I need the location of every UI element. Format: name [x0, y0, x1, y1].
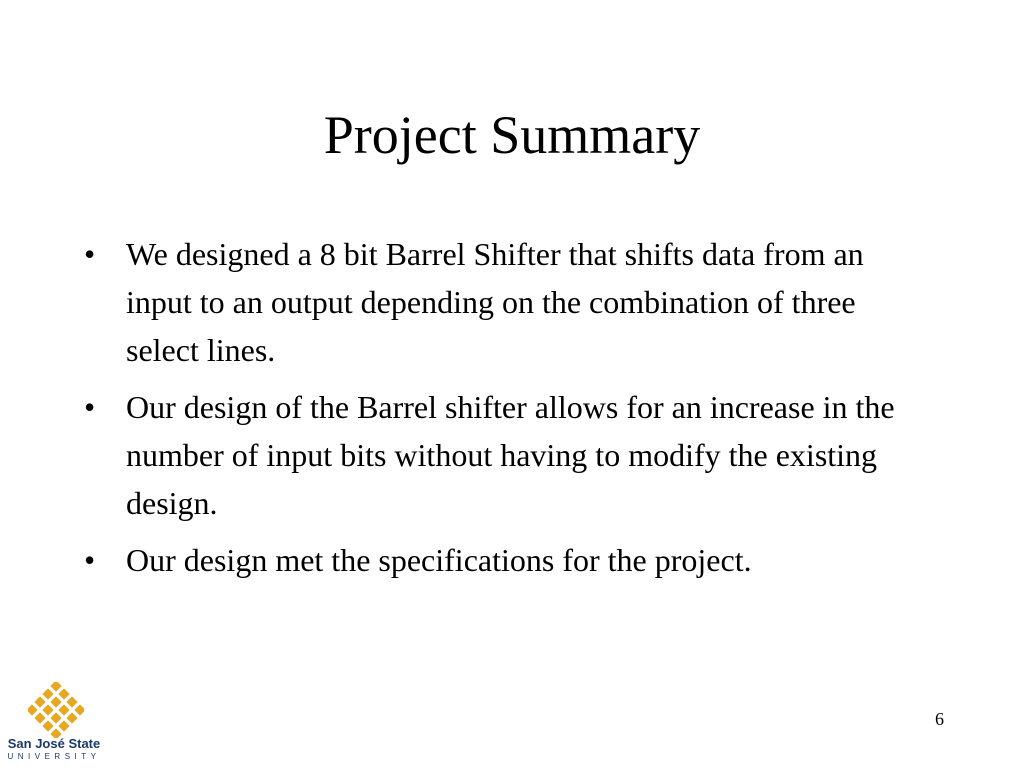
bullet-item	[84, 230, 924, 374]
page-number: 6	[935, 709, 944, 729]
bullet-text: Our design of the Barrel shifter allows for an increase in the number of input bits without having to modify the existing design.	[126, 389, 895, 521]
logo-name: San José State	[7, 736, 101, 751]
slide-title: Project Summary	[323, 105, 701, 165]
bullet-text: We designed a 8 bit Barrel Shifter that shifts data from an input to an output depending on the combination of three select lines.	[126, 236, 864, 368]
sjsu-gold-lattice-icon	[28, 682, 84, 738]
bullet-text: Our design met the specifications for the project.	[126, 542, 752, 578]
bullet-icon: •	[84, 236, 96, 272]
bullet-icon: •	[84, 389, 96, 425]
bullet-item	[84, 383, 924, 527]
university-logo	[4, 682, 104, 766]
bullet-list	[84, 230, 924, 593]
logo-subtitle: UNIVERSITY	[7, 752, 101, 761]
bullet-item	[84, 536, 924, 584]
bullet-icon: •	[84, 542, 96, 578]
